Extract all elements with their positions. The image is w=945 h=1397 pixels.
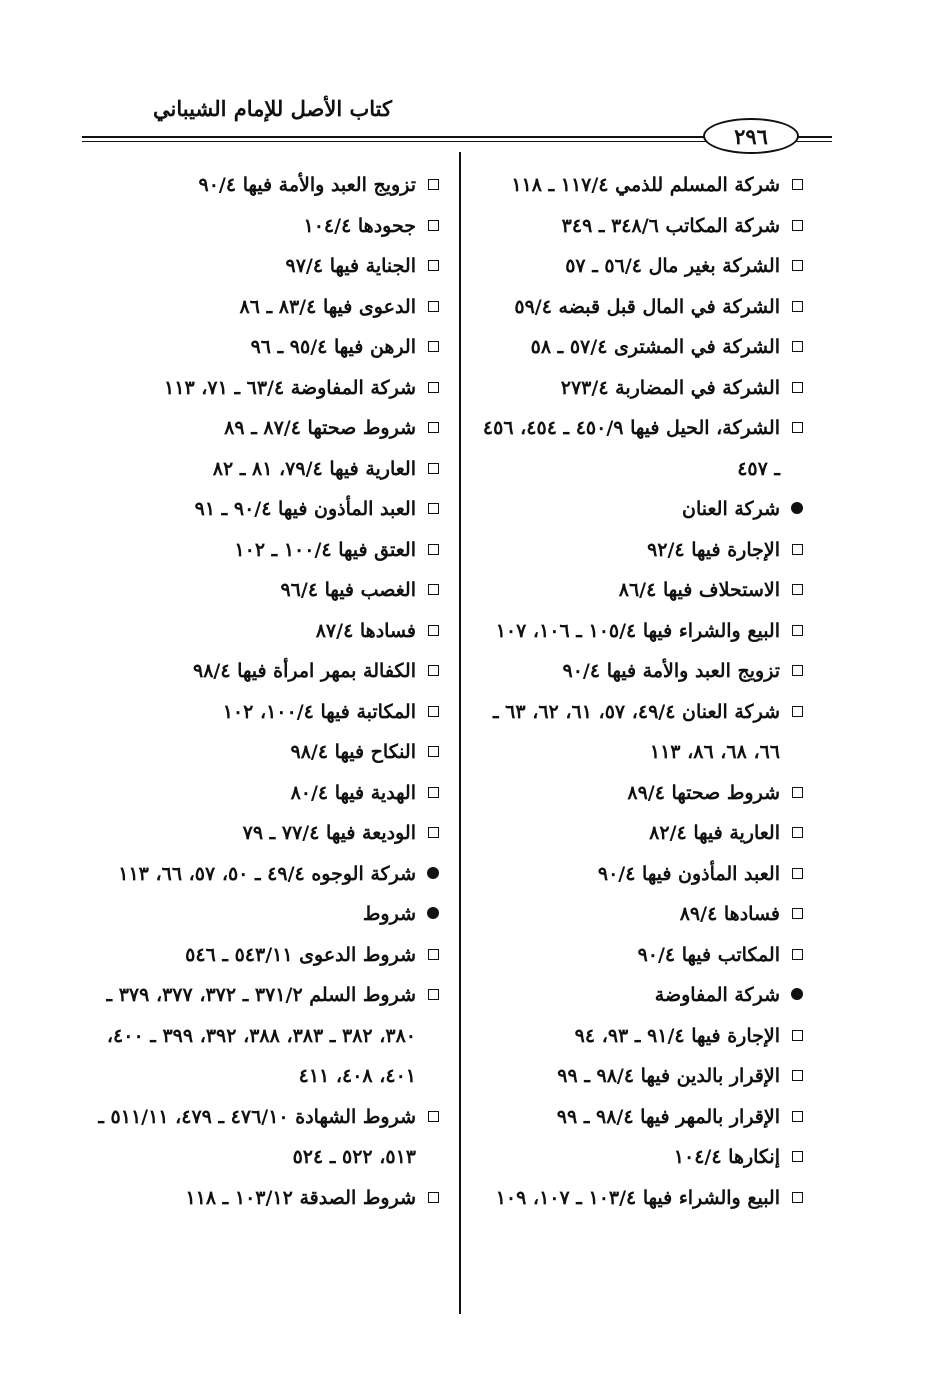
index-entry (475, 287, 808, 328)
bullet-icon (786, 489, 808, 529)
bullet-icon (786, 975, 808, 1015)
empty-square-icon (792, 1030, 803, 1041)
index-entry (82, 449, 444, 490)
square-icon (786, 1097, 808, 1137)
entry-text: العارية فيها ٨٢/٤ (649, 822, 780, 844)
square-icon (422, 489, 444, 529)
index-entry (475, 894, 808, 935)
entry-text: شروط الشهادة ٤٧٦/١٠ ـ ٤٧٩، ٥١١/١١ ـ ٥١٣، ٥٢٢ ـ ٥٢٤ (98, 1105, 416, 1168)
square-icon (786, 1137, 808, 1177)
entry-text: البيع والشراء فيها ١٠٥/٤ ـ ١٠٦، ١٠٧ (495, 619, 780, 642)
entry-text: البيع والشراء فيها ١٠٣/٤ ـ ١٠٧، ١٠٩ (495, 1186, 780, 1209)
square-icon (422, 570, 444, 610)
index-entry (475, 530, 808, 571)
entry-text: فسادها ٨٩/٤ (679, 903, 780, 925)
bullet-icon (422, 854, 444, 894)
empty-square-icon (792, 382, 803, 393)
empty-square-icon (428, 503, 439, 514)
index-entry (475, 651, 808, 692)
square-icon (422, 1097, 444, 1137)
empty-square-icon (428, 220, 439, 231)
column-divider (459, 152, 461, 1314)
page-header (82, 92, 832, 152)
index-entry (82, 854, 444, 895)
index-entry (475, 1137, 808, 1178)
index-column-left (82, 165, 444, 1218)
entry-text: الإقرار بالدين فيها ٩٨/٤ ـ ٩٩ (557, 1065, 780, 1087)
empty-square-icon (792, 625, 803, 636)
index-entry (82, 773, 444, 814)
empty-square-icon (428, 544, 439, 555)
index-entry (475, 975, 808, 1016)
empty-square-icon (428, 625, 439, 636)
square-icon (786, 651, 808, 691)
empty-square-icon (792, 544, 803, 555)
empty-square-icon (792, 1151, 803, 1162)
square-icon (786, 854, 808, 894)
entry-text: العتق فيها ١٠٠/٤ ـ ١٠٢ (234, 538, 416, 561)
square-icon (786, 287, 808, 327)
index-entry (82, 975, 444, 1097)
page-number: ٢٩٦ (703, 118, 799, 154)
empty-square-icon (428, 1111, 439, 1122)
square-icon (422, 773, 444, 813)
empty-square-icon (428, 746, 439, 757)
square-icon (422, 368, 444, 408)
square-icon (422, 449, 444, 489)
entry-text: تزويج العبد والأمة فيها ٩٠/٤ (562, 660, 780, 682)
index-entry (82, 1178, 444, 1219)
entry-text: الشركة بغير مال ٥٦/٤ ـ ٥٧ (565, 255, 780, 277)
index-entry (475, 611, 808, 652)
entry-text: شركة العنان (682, 498, 780, 520)
index-entry (82, 611, 444, 652)
index-entry (82, 813, 444, 854)
square-icon (786, 530, 808, 570)
entry-text: شروط صحتها ٨٧/٤ ـ ٨٩ (224, 417, 416, 439)
square-icon (786, 368, 808, 408)
empty-square-icon (792, 827, 803, 838)
index-entry (475, 570, 808, 611)
entry-text: شروط (362, 903, 416, 925)
empty-square-icon (428, 584, 439, 595)
empty-square-icon (428, 1192, 439, 1203)
entry-text: الشركة في المشترى ٥٧/٤ ـ ٥٨ (530, 336, 780, 358)
empty-square-icon (428, 827, 439, 838)
empty-square-icon (792, 1192, 803, 1203)
entry-text: شركة المفاوضة (654, 984, 780, 1006)
filled-circle-icon (791, 502, 803, 514)
entry-text: شروط السلم ٣٧١/٢ ـ ٣٧٢، ٣٧٧، ٣٧٩ ـ ٣٨٠، ٣٨٢ ـ ٣٨٣، ٣٨٨، ٣٩٢، ٣٩٩ ـ ٤٠٠، ٤٠١، ٤٠٨، ٤١١ (106, 984, 416, 1087)
square-icon (786, 1016, 808, 1056)
entry-text: الرهن فيها ٩٥/٤ ـ ٩٦ (250, 336, 416, 358)
index-entry (475, 692, 808, 773)
empty-square-icon (428, 787, 439, 798)
entry-text: الهدية فيها ٨٠/٤ (290, 781, 416, 804)
entry-text: شركة الوجوه ٤٩/٤ ـ ٥٠، ٥٧، ٦٦، ١١٣ (118, 862, 416, 885)
index-entry (475, 935, 808, 976)
index-entry (475, 368, 808, 409)
square-icon (786, 206, 808, 246)
entry-text: شركة المكاتب ٣٤٨/٦ ـ ٣٤٩ (561, 214, 780, 237)
square-icon (786, 1178, 808, 1218)
book-title: كتاب الأصل للإمام الشيباني (153, 96, 392, 121)
index-entry (82, 935, 444, 976)
entry-text: المكاتب فيها ٩٠/٤ (637, 943, 780, 966)
entry-text: الغصب فيها ٩٦/٤ (280, 579, 416, 601)
entry-text: الإجارة فيها ٩٢/٤ (647, 538, 780, 561)
empty-square-icon (428, 179, 439, 190)
index-entry (475, 1056, 808, 1097)
square-icon (422, 408, 444, 448)
entry-text: الوديعة فيها ٧٧/٤ ـ ٧٩ (242, 822, 416, 844)
entry-text: شروط الدعوى ٥٤٣/١١ ـ ٥٤٦ (185, 943, 416, 966)
entry-text: الكفالة بمهر امرأة فيها ٩٨/٤ (192, 660, 416, 682)
empty-square-icon (428, 989, 439, 1000)
square-icon (422, 327, 444, 367)
entry-text: المكاتبة فيها ١٠٠/٤، ١٠٢ (222, 700, 416, 723)
square-icon (422, 530, 444, 570)
index-entry (475, 1016, 808, 1057)
entry-text: فسادها ٨٧/٤ (315, 619, 416, 642)
entry-text: العبد المأذون فيها ٩٠/٤ (597, 862, 780, 885)
empty-square-icon (792, 301, 803, 312)
square-icon (422, 611, 444, 651)
empty-square-icon (792, 260, 803, 271)
square-icon (786, 570, 808, 610)
entry-text: جحودها ١٠٤/٤ (303, 214, 416, 237)
entry-text: شروط صحتها ٨٩/٤ (627, 781, 780, 804)
entry-text: شركة العنان ٤٩/٤، ٥٧، ٦١، ٦٢، ٦٣ ـ ٦٦، ٦٨، ٨٦، ١١٣ (492, 700, 780, 763)
empty-square-icon (792, 341, 803, 352)
index-entry (82, 732, 444, 773)
entry-text: الشركة، الحيل فيها ٤٥٠/٩ ـ ٤٥٤، ٤٥٦ ـ ٤٥٧ (482, 417, 780, 480)
index-entry (82, 692, 444, 733)
square-icon (422, 651, 444, 691)
entry-text: الإجارة فيها ٩١/٤ ـ ٩٣، ٩٤ (574, 1024, 780, 1047)
empty-square-icon (792, 584, 803, 595)
empty-square-icon (792, 422, 803, 433)
bullet-icon (422, 894, 444, 934)
index-entry (82, 287, 444, 328)
index-entry (82, 530, 444, 571)
entry-text: إنكارها ١٠٤/٤ (673, 1146, 780, 1168)
index-entry (475, 165, 808, 206)
square-icon (422, 206, 444, 246)
index-entry (475, 854, 808, 895)
square-icon (786, 246, 808, 286)
empty-square-icon (428, 706, 439, 717)
empty-square-icon (792, 179, 803, 190)
index-entry (475, 1097, 808, 1138)
square-icon (422, 975, 444, 1015)
empty-square-icon (792, 1070, 803, 1081)
filled-circle-icon (427, 907, 439, 919)
filled-circle-icon (427, 867, 439, 879)
index-entry (475, 489, 808, 530)
empty-square-icon (428, 665, 439, 676)
entry-text: تزويج العبد والأمة فيها ٩٠/٤ (198, 174, 416, 196)
empty-square-icon (792, 706, 803, 717)
square-icon (786, 165, 808, 205)
index-entry (82, 408, 444, 449)
index-entry (475, 813, 808, 854)
index-entry (475, 246, 808, 287)
index-entry (82, 651, 444, 692)
entry-text: شركة المفاوضة ٦٣/٤ ـ ٧١، ١١٣ (164, 376, 416, 399)
entry-text: الإقرار بالمهر فيها ٩٨/٤ ـ ٩٩ (556, 1105, 780, 1128)
square-icon (422, 692, 444, 732)
square-icon (786, 327, 808, 367)
empty-square-icon (792, 665, 803, 676)
square-icon (422, 246, 444, 286)
index-entry (82, 1097, 444, 1178)
square-icon (422, 165, 444, 205)
index-entry (82, 165, 444, 206)
square-icon (786, 773, 808, 813)
entry-text: الاستحلاف فيها ٨٦/٤ (618, 579, 780, 601)
entry-text: شروط الصدقة ١٠٣/١٢ ـ ١١٨ (185, 1186, 416, 1209)
empty-square-icon (428, 382, 439, 393)
empty-square-icon (428, 301, 439, 312)
empty-square-icon (792, 787, 803, 798)
index-entry (82, 327, 444, 368)
square-icon (786, 1056, 808, 1096)
entry-text: النكاح فيها ٩٨/٤ (290, 741, 416, 763)
index-entry (82, 894, 444, 935)
index-column-right (475, 165, 808, 1218)
empty-square-icon (428, 422, 439, 433)
entry-text: الجناية فيها ٩٧/٤ (285, 255, 416, 277)
index-entry (475, 408, 808, 489)
entry-text: شركة المسلم للذمي ١١٧/٤ ـ ١١٨ (511, 174, 780, 196)
empty-square-icon (428, 341, 439, 352)
index-entry (82, 206, 444, 247)
entry-text: الشركة في المضاربة ٢٧٣/٤ (560, 376, 780, 399)
entry-text: الشركة في المال قبل قبضه ٥٩/٤ (514, 295, 780, 318)
square-icon (786, 408, 808, 448)
filled-circle-icon (791, 988, 803, 1000)
square-icon (786, 894, 808, 934)
index-entry (475, 773, 808, 814)
entry-text: العبد المأذون فيها ٩٠/٤ ـ ٩١ (194, 498, 416, 520)
empty-square-icon (428, 260, 439, 271)
square-icon (422, 935, 444, 975)
entry-text: الدعوى فيها ٨٣/٤ ـ ٨٦ (239, 295, 416, 318)
square-icon (422, 732, 444, 772)
empty-square-icon (792, 220, 803, 231)
empty-square-icon (792, 1111, 803, 1122)
square-icon (786, 611, 808, 651)
square-icon (422, 813, 444, 853)
square-icon (786, 935, 808, 975)
index-entry (82, 570, 444, 611)
index-entry (82, 489, 444, 530)
empty-square-icon (792, 868, 803, 879)
index-entry (82, 368, 444, 409)
index-entry (475, 206, 808, 247)
empty-square-icon (428, 463, 439, 474)
empty-square-icon (792, 908, 803, 919)
index-entry (475, 327, 808, 368)
index-entry (475, 1178, 808, 1219)
empty-square-icon (792, 949, 803, 960)
square-icon (422, 1178, 444, 1218)
empty-square-icon (428, 949, 439, 960)
entry-text: العارية فيها ٧٩/٤، ٨١ ـ ٨٢ (212, 457, 416, 480)
square-icon (422, 287, 444, 327)
square-icon (786, 813, 808, 853)
index-entry (82, 246, 444, 287)
square-icon (786, 692, 808, 732)
